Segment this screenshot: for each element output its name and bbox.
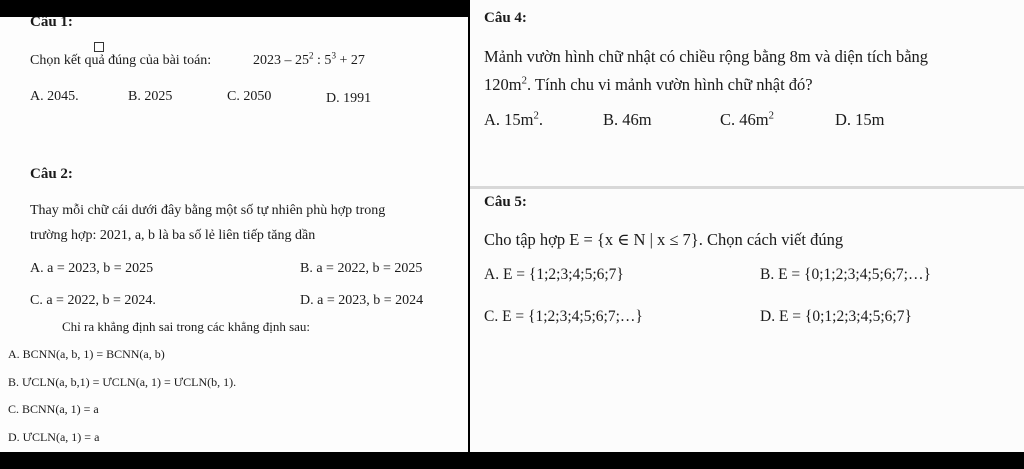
right-worksheet <box>470 0 1024 452</box>
q2-option-b[interactable]: B. a = 2022, b = 2025 <box>300 261 423 276</box>
q5-option-c[interactable]: C. E = {1;2;3;4;5;6;7;…} <box>484 308 643 325</box>
q4-option-a[interactable] <box>484 110 543 130</box>
left-worksheet <box>0 17 468 452</box>
q5-prompt: Cho tập hợp E = {x ∈ N | x ≤ 7}. Chọn cách viết đúng <box>484 230 844 249</box>
q5-title-clip <box>484 189 624 211</box>
q1-expr-c: + 27 <box>335 53 365 68</box>
q1-expr-a: 2023 – 25 <box>253 53 309 68</box>
q4-option-d[interactable]: D. 15m <box>835 110 885 129</box>
q2-option-c[interactable]: C. a = 2022, b = 2024. <box>30 293 156 308</box>
q1-option-d[interactable]: D. 1991 <box>326 91 372 106</box>
q4-prompt-tail: . Tính chu vi mảnh vườn hình chữ nhật đó? <box>526 75 813 94</box>
q3-option-b[interactable]: B. ƯCLN(a, b,1) = ƯCLN(a, 1) = ƯCLN(b, 1). <box>8 375 237 389</box>
q4-option-c-sup: 2 <box>768 109 774 122</box>
q1-option-b[interactable]: B. 2025 <box>128 89 173 104</box>
q2-title: Câu 2: <box>30 166 73 182</box>
q1-expr-b: : 5 <box>313 53 332 68</box>
q4-prompt-line1: Mảnh vườn hình chữ nhật có chiều rộng bằng 8m và diện tích bằng <box>484 47 929 66</box>
q2-option-a[interactable]: A. a = 2023, b = 2025 <box>30 261 154 276</box>
q4-title: Câu 4: <box>484 10 527 26</box>
q2-prompt-line2: trường hợp: 2021, a, b là ba số lẻ liên tiếp tăng dần <box>30 228 316 243</box>
q4-option-a-text: A. 15m <box>484 110 534 129</box>
q4-prompt-line2 <box>484 75 813 95</box>
q1-expression <box>253 50 365 69</box>
q1-option-c[interactable]: C. 2050 <box>227 89 272 104</box>
q4-option-a-tail: . <box>538 110 543 129</box>
q4-area-sup: 2 <box>521 74 527 87</box>
q1-expr-b-sup: 3 <box>331 50 336 61</box>
bottom-black-bar <box>0 452 1024 469</box>
q4-option-b[interactable]: B. 46m <box>603 110 652 129</box>
q4-area-value: 120m <box>484 75 522 94</box>
q4-option-c-text: C. 46m <box>720 110 769 129</box>
checkbox-icon <box>94 42 104 52</box>
q1-expr-a-sup: 2 <box>309 50 314 61</box>
q3-option-c[interactable]: C. BCNN(a, 1) = a <box>8 402 99 416</box>
q2-prompt-line1: Thay mỗi chữ cái dưới đây bằng một số tự nhiên phù hợp trong <box>30 203 386 218</box>
q3-option-d[interactable]: D. ƯCLN(a, 1) = a <box>8 430 100 444</box>
q5-option-a[interactable]: A. E = {1;2;3;4;5;6;7} <box>484 266 624 283</box>
q2-option-d[interactable]: D. a = 2023, b = 2024 <box>300 293 424 308</box>
q4-title-clip <box>484 0 624 28</box>
q1-title: Câu 1: <box>30 17 73 30</box>
q1-option-a[interactable]: A. 2045. <box>30 89 79 104</box>
q1-prompt <box>30 53 211 69</box>
q5-option-b[interactable]: B. E = {0;1;2;3;4;5;6;7;…} <box>760 266 931 283</box>
q5-option-d[interactable]: D. E = {0;1;2;3;4;5;6;7} <box>760 308 912 325</box>
q5-title: Câu 5: <box>484 194 527 210</box>
q3-prompt: Chỉ ra khẳng định sai trong các khẳng định sau: <box>62 319 311 334</box>
q4-option-a-sup: 2 <box>533 109 539 122</box>
q3-option-a[interactable]: A. BCNN(a, b, 1) = BCNN(a, b) <box>8 347 165 361</box>
q1-prompt-text: Chọn kết quả đúng của bài toán: <box>30 53 212 68</box>
q4-option-c[interactable] <box>720 110 774 130</box>
